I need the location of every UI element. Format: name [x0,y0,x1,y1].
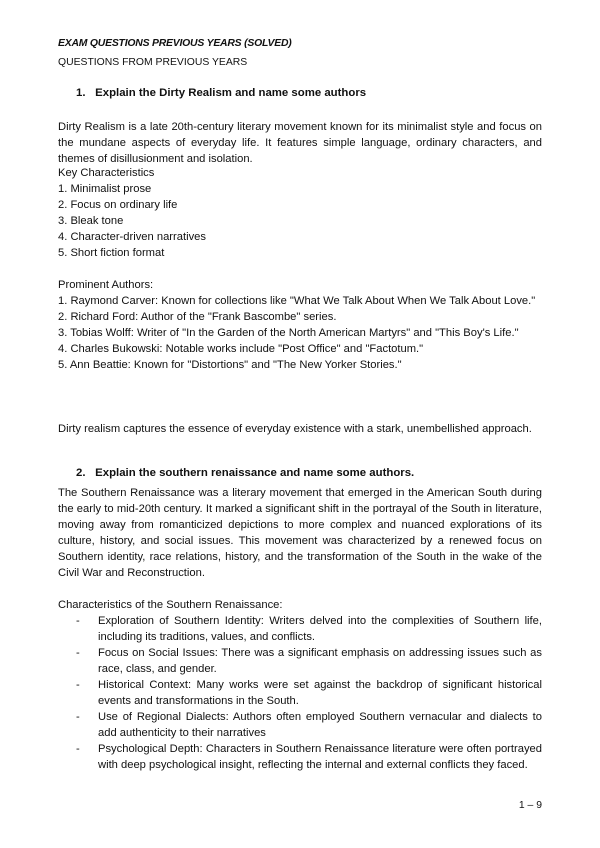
question-2-title: Explain the southern renaissance and name some authors. [95,467,415,479]
q2-intro-paragraph: The Southern Renaissance was a literary movement that emerged in the American South during the early to mid-20th century. It marked a significant shift in the portrayal of the South in literature, moving away from romanticized depictions to more complex and nuanced explorations of its culture, history, and social issues. This movement was characterized by a renewed focus on Southern identity, race relations, history, and the transformation of the South in the wake of the Civil War and Reconstruction. [58,487,542,579]
document-title: EXAM QUESTIONS PREVIOUS YEARS (SOLVED) [58,38,292,49]
q2-characteristics-title: Characteristics of the Southern Renaissance: [58,599,283,611]
list-item-text: Focus on Social Issues: There was a significant emphasis on addressing issues such as race, class, and gender. [98,647,542,675]
list-item: 4. Character-driven narratives [58,231,206,243]
q1-characteristics-title: Key Characteristics [58,167,155,179]
bullet-dash: - [76,711,80,723]
list-item [76,741,542,773]
bullet-dash: - [76,679,80,691]
list-item-text: Use of Regional Dialects: Authors often employed Southern vernacular and dialects to add authenticity to their narratives [98,711,542,739]
list-item [76,709,542,741]
list-item-text: Historical Context: Many works were set against the backdrop of significant historical events and transformations in the South. [98,679,542,707]
question-2-heading [76,467,414,479]
list-item: 5. Short fiction format [58,247,165,259]
list-item [76,677,542,709]
list-item: 2. Richard Ford: Author of the "Frank Bascombe" series. [58,311,337,323]
bullet-dash: - [76,615,80,627]
page-number: 1 – 9 [518,800,542,811]
q1-characteristics-section [58,165,542,261]
list-item: 2. Focus on ordinary life [58,199,178,211]
question-1-heading [76,87,366,99]
list-item: 4. Charles Bukowski: Notable works include "Post Office" and "Factotum." [58,343,424,355]
q1-intro-paragraph: Dirty Realism is a late 20th-century literary movement known for its minimalist style and focus on the mundane aspects of everyday life. It features simple language, ordinary characters, and themes of disillusionment and isolation. [58,121,542,165]
question-1-number: 1. [76,87,86,99]
list-item: 3. Tobias Wolff: Writer of "In the Garden of the North American Martyrs" and "This Boy's Life." [58,327,519,339]
list-item-text: Exploration of Southern Identity: Writers delved into the complexities of Southern life, including its traditions, values, and conflicts. [98,615,542,643]
document-subtitle: QUESTIONS FROM PREVIOUS YEARS [58,57,248,68]
list-item [76,613,542,645]
list-item: 1. Minimalist prose [58,183,152,195]
question-2-number: 2. [76,467,86,479]
list-item: 5. Ann Beattie: Known for "Distortions" and "The New Yorker Stories." [58,359,402,371]
question-1-title: Explain the Dirty Realism and name some authors [95,87,367,99]
list-item: 1. Raymond Carver: Known for collections like "What We Talk About When We Talk About Love." [58,295,536,307]
q2-characteristics-list [76,613,542,773]
list-item [76,645,542,677]
q1-authors-section [58,277,542,373]
bullet-dash: - [76,647,80,659]
q1-conclusion-paragraph: Dirty realism captures the essence of everyday existence with a stark, unembellished approach. [58,423,532,435]
q1-authors-title: Prominent Authors: [58,279,154,291]
list-item: 3. Bleak tone [58,215,124,227]
bullet-dash: - [76,743,80,755]
list-item-text: Psychological Depth: Characters in Southern Renaissance literature were often portrayed with deep psychological insight, reflecting the internal and external conflicts they faced. [98,743,542,771]
